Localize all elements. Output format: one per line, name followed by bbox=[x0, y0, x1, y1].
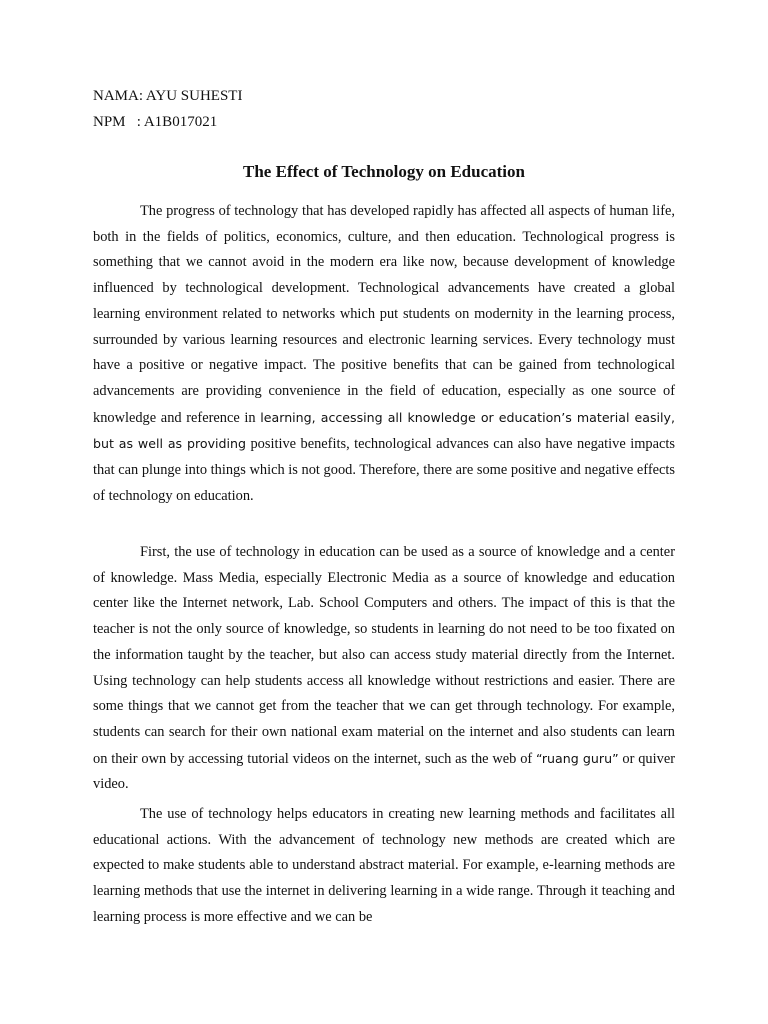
paragraph-2-text-b: “ruang guru” bbox=[536, 750, 619, 766]
document-title: The Effect of Technology on Education bbox=[243, 162, 525, 181]
paragraph-2-text-a: First, the use of technology in education can be used as a source of knowledge and a center of knowledge. Mass Media, especially Electronic Media as a source of knowledge and education center like the Internet network, Lab. School Computers and others. The impact of this is that the teacher is not the only source of knowledge, so students in learning do not need to be too fixated on the information taught by the teacher, but also can access study material directly from the Internet. Using technology can help students access all knowledge without restrictions and easier. There are some things that we cannot get from the teacher that we can get through technology. For example, students can search for their own national exam material on the internet and also students can learn on their own by accessing tutorial videos on the internet, such as the web of bbox=[93, 544, 675, 767]
paragraph-1-text-c: positive benefits, technological advances can also have negative impacts that can plunge into things which is not good. Therefore, there are some positive and negative effects of technology on education. bbox=[93, 436, 675, 504]
paragraph-3: The use of technology helps educators in creating new learning methods and facilitates all educational actions. With the advancement of technology new methods are created which are expected to make students able to understand abstract material. For example, e-learning methods are learning methods that use the internet in delivering learning in a wide range. Through it teaching and learning process is more effective and we can be bbox=[93, 806, 675, 925]
paragraph-1-text-b: learning, accessing all knowledge or education’s material easily, but as well as providing bbox=[93, 409, 676, 452]
paragraph-1-text-a: The progress of technology that has developed rapidly has affected all aspects of human life, both in the fields of politics, economics, culture, and then education. Technological progress is something that we cannot avoid in the modern era like now, because development of knowledge influenced by technological development. Technological advancements have created a global learning environment related to networks which put students on modernity in the learning process, surrounded by various learning resources and electronic learning services. Every technology must have a positive or negative impact. The positive benefits that can be gained from technological advancements are providing convenience in the field of education, especially as one source of knowledge and reference in bbox=[93, 203, 675, 426]
paragraph-2 bbox=[93, 540, 675, 798]
paragraph-2-text-c: or quiver video. bbox=[93, 750, 675, 793]
paragraph-1 bbox=[93, 199, 675, 509]
student-name: NAMA: AYU SUHESTI bbox=[93, 88, 243, 104]
student-npm: NPM : A1B017021 bbox=[93, 114, 218, 130]
